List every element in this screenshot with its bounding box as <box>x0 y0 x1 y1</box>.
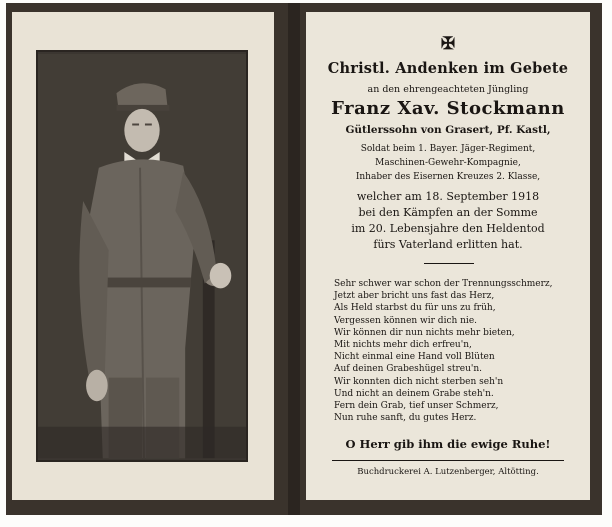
divider <box>424 263 474 264</box>
service-line: Maschinen-Gewehr-Kompagnie, <box>375 158 521 168</box>
card-title: Christl. Andenken im Gebete <box>327 60 569 77</box>
service-line: Inhaber des Eisernen Kreuzes 2. Klasse, <box>355 172 541 182</box>
memorial-poem <box>334 278 574 424</box>
card-intro: an den ehrengeachteten Jüngling <box>367 84 529 95</box>
iron-cross-icon: ✠ <box>440 34 456 54</box>
poem-line: Sehr schwer war schon der Trennungsschmerz, <box>334 279 553 289</box>
service-line: Soldat beim 1. Bayer. Jäger-Regiment, <box>360 144 536 154</box>
poem-line: Mit nichts mehr dich erfreu'n, <box>334 340 472 351</box>
deceased-name: Franz Xav. Stockmann <box>331 98 565 119</box>
poem-line: Und nicht an deinem Grabe steh'n. <box>334 388 494 399</box>
poem-line: Jetzt aber bricht uns fast das Herz, <box>334 291 495 302</box>
footer-rule <box>332 460 564 461</box>
poem-line: Vergessen können wir dich nie. <box>334 315 478 326</box>
poem-line: Fern dein Grab, tief unser Schmerz, <box>334 401 499 412</box>
death-line: bei den Kämpfen an der Somme <box>358 206 538 219</box>
poem-line: Nun ruhe sanft, du gutes Herz. <box>334 413 477 424</box>
soldier-portrait-image <box>38 52 246 460</box>
closing-prayer: O Herr gib ihm die ewige Ruhe! <box>345 437 551 451</box>
death-line: welcher am 18. September 1918 <box>356 190 540 203</box>
card-fold <box>288 3 300 515</box>
photo-panel <box>12 12 274 500</box>
deceased-origin: Gütlerssohn von Grasert, Pf. Kastl, <box>345 124 551 136</box>
poem-line: Wir konnten dich nicht sterben seh'n <box>334 376 504 387</box>
soldier-portrait <box>36 50 248 462</box>
printer-credit: Buchdruckerei A. Lutzenberger, Altötting. <box>357 467 539 477</box>
poem-line: Auf deinen Grabeshügel streu'n. <box>334 364 483 375</box>
text-panel <box>306 12 590 500</box>
death-line: fürs Vaterland erlitten hat. <box>373 238 523 251</box>
poem-line: Wir können dir nun nichts mehr bieten, <box>334 327 515 338</box>
death-line: im 20. Lebensjahre den Heldentod <box>351 222 545 235</box>
poem-line: Als Held starbst du für uns zu früh, <box>334 303 496 314</box>
poem-line: Nicht einmal eine Hand voll Blüten <box>334 352 495 363</box>
